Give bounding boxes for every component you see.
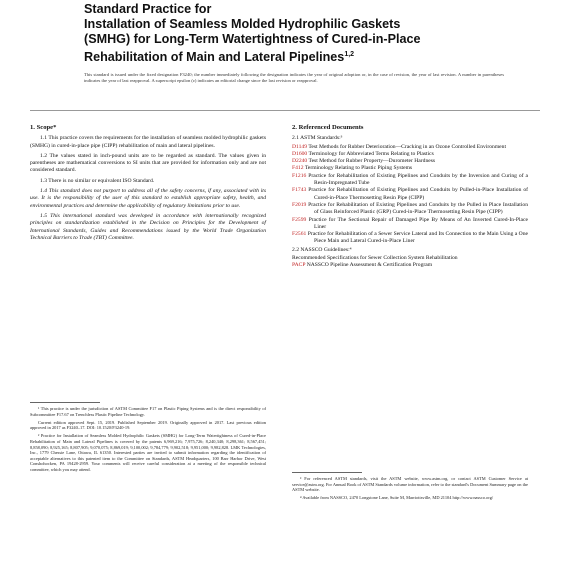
reference-item <box>292 144 528 151</box>
document-title <box>84 2 504 65</box>
astm-subheading: 2.1 ASTM Standards:³ <box>292 135 343 142</box>
scope-heading: 1. Scope* <box>30 124 57 131</box>
reference-item <box>292 262 528 269</box>
title-footnote-mark: 1,2 <box>344 51 355 58</box>
reference-item <box>292 158 528 165</box>
scope-column <box>30 124 266 245</box>
reference-title: Practice for Rehabilitation of Existing Pipelines and Conduits by the Inversion and Curing of a Resin-Impregnated Tube <box>308 172 528 187</box>
reference-designation-link[interactable]: F2561 <box>292 231 307 238</box>
footnote: ⁴ Available from NASSCO, 2470 Longstone Lane, Suite M, Marriottsville, MD 21104 http://www.nassco.org/ <box>300 495 494 501</box>
reference-designation-link[interactable]: D1149 <box>292 143 308 150</box>
reference-title: Terminology for Abbreviated Terms Relating to Plastics <box>308 150 434 157</box>
reference-designation-link[interactable]: F2019 <box>292 201 307 208</box>
reference-designation-link[interactable]: D2240 <box>292 158 308 165</box>
reference-item <box>292 173 528 188</box>
scope-paragraph: 1.1 This practice covers the requirements for the installation of seamless molded hydrophilic gaskets (SMHG) in cured-in-place pipe (CIPP) rehabilitation of main and lateral pipelines. <box>30 135 266 149</box>
reference-title: Terminology Relating to Plastic Piping Systems <box>304 165 413 172</box>
reference-title: Practice for The Sectional Repair of Damaged Pipe By Means of An Inverted Cured-In-Place Liner <box>308 216 528 230</box>
reference-title: Recommended Specifications for Sewer Collection System Rehabilitation <box>292 255 458 262</box>
references-footnotes <box>292 476 528 503</box>
reference-designation-link[interactable]: PACP <box>292 262 306 269</box>
references-heading: 2. Referenced Documents <box>292 124 364 131</box>
reference-title: NASSCO Pipeline Assessment & Certification Program <box>306 262 433 269</box>
scope-paragraph: 1.2 The values stated in inch-pound units are to be regarded as standard. The values given in parentheses are mathematical conversions to SI units that are provided for information only and are not considered standard. <box>30 152 266 174</box>
reference-item <box>292 202 528 217</box>
reference-item <box>292 165 528 172</box>
reference-designation-link[interactable]: F1743 <box>292 187 307 194</box>
references-column <box>292 124 528 270</box>
footnote: Current edition approved Sept. 15, 2019. Published September 2019. Originally approved in 2017. Last previous edition approved in 2017 as F3240–17. DOI: 10.1520/F3240-19. <box>30 419 266 431</box>
reference-title: Practice for Rehabilitation of a Sewer Service Lateral and Its Connection to the Main Using a One Piece Main and Lateral Cured-in-Place Liner <box>307 231 528 245</box>
header-divider <box>30 110 540 111</box>
scope-paragraph: 1.4 This standard does not purport to address all of the safety concerns, if any, associated with its use. It is the responsibility of the user of this standard to establish appropriate safety, health, and environmental practices and determine the applicability of regulatory limitations prior to use. <box>30 188 266 209</box>
reference-designation-link[interactable]: D1600 <box>292 150 308 157</box>
footnote: ¹ This practice is under the jurisdiction of ASTM Committee F17 on Plastic Piping Systems and is the direct responsibility of Subcommittee F17.67 on Trenchless Plastic Pipeline Technology. <box>30 406 266 417</box>
title-line: Installation of Seamless Molded Hydrophilic Gaskets <box>84 17 401 31</box>
reference-item <box>292 231 528 246</box>
title-line: (SMHG) for Long-Term Watertightness of Cured-in-Place <box>84 32 421 46</box>
reference-title: Practice for Rehabilitation of Existing Pipelines and Conduits by Pulled-in-Place Installation of Cured-in-Place Thermosetting Resin Pipe (CIPP) <box>308 187 528 201</box>
footnote-divider <box>30 402 100 403</box>
reference-title: Test Method for Rubber Property—Durometer Hardness <box>308 158 436 165</box>
footnote-divider <box>292 472 362 473</box>
footnote: ² Practice for Installation of Seamless Molded Hydrophilic Gaskets (SMHG) for Long-Term Watertightness of Cured-in-Place Rehabilitation of Main and Lateral Pipelines is covered by the patents 6,969,216; 7,975,726; 8,240,340; 8,298,361; 8,567,451; 8,858,090; 8,925,165; 8,807,905; 9,070,075; 8,869,019; 9,100,002; 9,784,779; 9,902,518; 9,951,000; 9,982,828. LMK Technologies, Inc., 1779 Chessie Lane, Ottawa, IL 61350. Interested parties are invited to submit information regarding the identification of acceptable alternatives to this patented item to the Committee on Standards, ASTM Headquarters, 100 Barr Harbor Drive, West Conshohocken, PA 19428-2959. Your comments will receive careful consideration at a meeting of the responsible technical committee, which you may attend. <box>30 433 266 472</box>
nassco-list <box>292 255 528 270</box>
designation-notice: This standard is issued under the fixed designation F3240; the number immediately following the designation indicates the year of original adoption or, in the case of revision, the year of last revision. A number in parentheses indicates the year of last reapproval. A superscript epsilon (ε) indicates an editorial change since the last revision or reapproval. <box>84 72 504 83</box>
reference-designation-link[interactable]: F1216 <box>292 172 307 179</box>
reference-list <box>292 144 528 246</box>
reference-item <box>292 187 528 202</box>
scope-paragraph: 1.3 There is no similar or equivalent ISO Standard. <box>40 177 155 184</box>
reference-item <box>292 217 528 232</box>
title-line: Rehabilitation of Main and Lateral Pipelines$^{1,2}$ <box>84 50 355 65</box>
title-line: Standard Practice for <box>84 2 212 16</box>
reference-designation-link[interactable]: F2599 <box>292 216 307 223</box>
reference-designation-link[interactable]: F412 <box>292 165 304 172</box>
reference-title: Practice for Rehabilitation of Existing Pipelines and Conduits by the Pulled in Place Installation of Glass Reinforced Plastic (GRP) Cured-in-Place Thermosetting Resin Pipe (CIPP) <box>308 201 529 216</box>
scope-paragraph: 1.5 This international standard was developed in accordance with internationally recognized principles on standardization established in the Decision on Principles for the Development of International Standards, Guides and Recommendations issued by the World Trade Organization Technical Barriers to Trade (TBT) Committee. <box>30 212 266 241</box>
scope-footnotes <box>30 406 266 475</box>
reference-title: Test Methods for Rubber Deterioration—Cracking in an Ozone Controlled Environment <box>308 143 507 150</box>
footnote: ³ For referenced ASTM standards, visit the ASTM website, www.astm.org, or contact ASTM Customer Service at service@astm.org. For Annual Book of ASTM Standards volume information, refer to the standard's Document Summary page on the ASTM website. <box>292 476 528 493</box>
nassco-subheading: 2.2 NASSCO Guidelines:⁴ <box>292 246 352 253</box>
